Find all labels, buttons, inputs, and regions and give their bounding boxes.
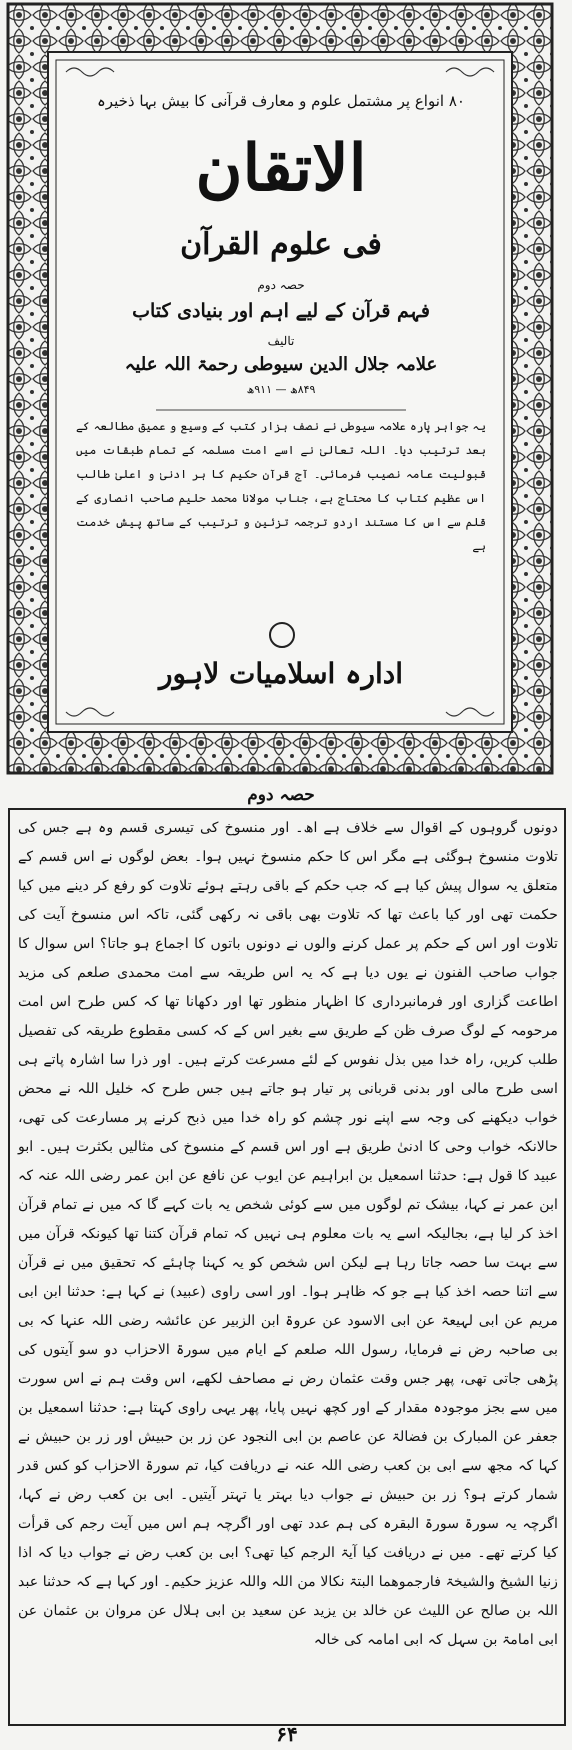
authorship-label: تالیف [267, 334, 295, 348]
publisher-name: ادارہ اسلامیات لاہور [158, 657, 404, 690]
book-tagline: فہم قرآن کے لیے اہم اور بنیادی کتاب [132, 300, 430, 322]
book-subtitle: فی علوم القرآن [180, 227, 382, 262]
circle-ornament-icon [269, 622, 295, 648]
text-frame [8, 808, 566, 1726]
title-page [6, 2, 554, 775]
volume-label: حصہ دوم [257, 278, 305, 292]
book-title: الاتقان [195, 131, 367, 206]
page-heading: حصہ دوم [247, 785, 315, 805]
page-number: ۶۴ [276, 1722, 298, 1746]
body-text: دونوں گروہوں کے اقوال سے خلاف ہے اھ۔ اور منسوخ کی تیسری قسم وہ ہے جس کی تلاوت منسوخ ہوگئی ہے مگر اس کا حکم منسوخ نہیں ہوا۔ بعض لوگوں نے اس قسم کے متعلق یہ سوال پیش کیا ہے کہ جب حکم کے باقی رہتے ہوئے تلاوت کو رفع کر دینے میں کیا حکمت تھی اور کیا باعث تھا کہ تلاوت بھی باقی نہ رکھی گئی، تاکہ اس منسوخ آیت کی تلاوت اور اس کے حکم پر عمل کرنے والوں نے دونوں باتوں کا اجماع ہو جاتا؟ اس سوال کا جواب صاحب الفنون نے یوں دیا ہے کہ یہ اس طریقہ سے امت محمدی صلعم کی مزید اطاعت گزاری اور فرمانبرداری کا اظہار منظور تھا اور دکھانا تھا کہ کس طرح اس امت مرحومہ کے لوگ صرف ظن کے طریق سے بغیر اس کے کہ کسی مقطوع طریقہ کی تفصیل طلب کریں، راہ خدا میں بذل نفوس کے لئے مسرعت کرتے ہیں۔ اور ذرا سا اشارہ پاتے ہی اسی طرح مالی اور بدنی قربانی پر تیار ہو جاتے ہیں جس طرح کہ خلیل اللہ نے محض خواب دیکھنے کی وجہ سے اپنے نور چشم کو راہ خدا میں ذبح کرنے پر مسارعت کی تھی، حالانکہ خواب وحی کا ادنیٰ طریق ہے اور اس قسم کے منسوخ کی مثالیں بکثرت ہیں۔ ابو عبید کا قول ہے: حدثنا اسمعیل بن ابراہیم عن ایوب عن نافع عن ابن عمر رضی اللہ عنہ کہ ابن عمر نے کہا، بیشک تم لوگوں میں سے کوئی شخص یہ بات کہے گا کہ میں نے تمام قرآن اخذ کر لیا ہے، بجالیکہ اسے یہ بات معلوم ہی نہیں کہ تمام قرآن کتنا تھا کیونکہ قرآن میں سے بہت سا حصہ جاتا رہا ہے لیکن اس شخص کو یہ کہنا چاہئے کہ تحقیق میں نے قرآن سے اتنا حصہ اخذ کیا ہے جو کہ ظاہر ہوا۔ اور اسی راوی (عبید) نے کہا ہے: حدثنا ابن ابی مریم عن ابی لہیعۃ عن ابی الاسود عن عروۃ ابن الزبیر عن عائشہ رضی اللہ عنہا کہ بی بی صاحبہ رض نے فرمایا، رسول اللہ صلعم کے ایام میں سورۃ الاحزاب دو سو آیتوں کی پڑھی جاتی تھی، پھر جس وقت عثمان رض نے مصاحف لکھے، اس وقت ہم نے اس سورت میں سے بجز موجودہ مقدار کے اور کچھ نہیں پایا، پھر یہی راوی کہتا ہے: حدثنا اسمعیل بن جعفر عن المبارک بن فضالۃ عن عاصم بن ابی النجود عن زر بن حبیش اور زر بن حبیش نے کہا کہ مجھ سے ابی بن کعب رضی اللہ عنہ نے دریافت کیا، تم سورۃ الاحزاب کو کس قدر شمار کرتے ہو؟ زر بن حبیش نے جواب دیا بہتر یا تہتر آیتیں۔ ابی بن کعب رض نے کہا، اگرچہ یہ سورۃ سورۃ البقرہ کی ہم عدد تھی اور اگرچہ ہم اس میں آیت رجم کی قرأت کیا کرتے تھے۔ میں نے دریافت کیا آیۃ الرجم کیا تھی؟ ابی بن کعب رض نے جواب دیا کہ اذا زنیا الشیخ والشیخۃ فارجموھما البتۃ نکالا من اللہ واللہ عزیز حکیم۔ اور کہا ہے کہ حدثنا عبد اللہ بن صالح عن اللیث عن خالد بن یزید عن سعید بن ابی ہلال عن مروان بن عثمان عن ابی امامۃ بن سہل کہ ابی امامہ کی خالہ [18, 820, 558, 1648]
author-dates: ۸۴۹ھ — ۹۱۱ھ [246, 383, 316, 396]
title-top-line: ۸۰ انواع پر مشتمل علوم و معارف قرآنی کا بیش بہا ذخیرہ [97, 92, 465, 110]
book-description: یہ جواہر پارہ علامہ سیوطی نے نصف ہزار کتب کے وسیع و عمیق مطالعہ کے بعد ترتیب دیا۔ اللہ تعالیٰ نے اسے امت مسلمہ کے تمام طبقات میں قبولیت عامہ نصیب فرمائی۔ آج قرآن حکیم کا ہر ادنیٰ و اعلیٰ طالب اس عظیم کتاب کا محتاج ہے، جناب مولانا محمد حلیم صاحب انصاری کے قلم سے اس کا مستند اردو ترجمہ تزئین و ترتیب کے ساتھ پیش خدمت ہے [76, 419, 486, 553]
author-name: علامہ جلال الدین سیوطی رحمۃ اللہ علیہ [124, 354, 438, 375]
